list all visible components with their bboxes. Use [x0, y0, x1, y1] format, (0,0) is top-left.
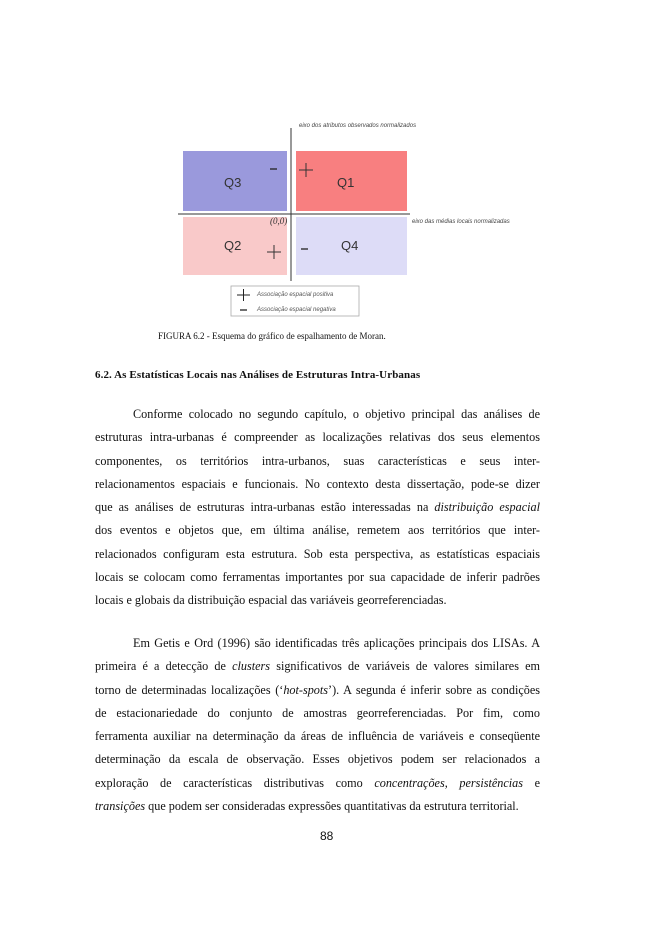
paragraph-line: ferramenta auxiliar na determinação da áreas de influência de variáveis e conseqüente — [95, 729, 540, 744]
paragraph-line-with-emphasis — [95, 772, 540, 795]
paragraph-line: de estacionariedade do conjunto de amostras georreferenciadas. Por fim, como — [95, 705, 540, 720]
paragraph-line: relacionamentos espaciais e funcionais. No contexto desta dissertação, pode-se dizer — [95, 476, 540, 491]
emphasis-text: concentrações — [374, 775, 445, 790]
rich-line: exploração de características distributivas como concentrações, persistências e — [95, 775, 541, 790]
paragraph-line-with-emphasis — [95, 496, 540, 519]
legend-positive-label: Associação espacial positiva — [257, 292, 334, 298]
quadrant-q2-label: Q2 — [224, 238, 242, 253]
figure-caption: FIGURA 6.2 - Esquema do gráfico de espalhamento de Moran. — [158, 331, 386, 341]
paragraph-line-with-emphasis — [95, 655, 540, 678]
quadrant-q4-label: Q4 — [341, 238, 359, 253]
paragraph-line: dos eventos e objetos que, em última análise, remetem aos territórios que inter- — [95, 523, 540, 538]
quadrant-q3-label: Q3 — [224, 175, 242, 190]
emphasis-text: distribuição espacial — [434, 500, 540, 515]
emphasis-text: transições — [95, 799, 146, 814]
page-number: 88 — [320, 829, 334, 843]
rich-line: primeira é a detecção de clusters significativos de variáveis de valores similares em — [95, 659, 541, 674]
paragraph-line: componentes, os territórios intra-urbanos, suas características e seus inter- — [95, 453, 540, 468]
paragraph-line-with-emphasis — [95, 679, 540, 702]
paragraph-2 — [95, 632, 540, 818]
paragraph-line: relacionados configuram esta estrutura. Sob esta perspectiva, as estatísticas espaciais — [95, 546, 540, 561]
rich-line: transições que podem ser consideradas expressões quantitativas da estrutura territorial. — [95, 799, 519, 814]
section-title: 6.2. As Estatísticas Locais nas Análises de Estruturas Intra-Urbanas — [95, 369, 421, 381]
y-axis-label: eixo dos atributos observados normalizados — [299, 123, 417, 129]
emphasis-text: clusters — [232, 659, 271, 674]
paragraph-1 — [95, 403, 540, 613]
origin-label: (0,0) — [270, 216, 288, 226]
paragraph-line: Conforme colocado no segundo capítulo, o objetivo principal das análises de — [133, 407, 540, 421]
quadrant-q1-label: Q1 — [337, 175, 355, 190]
legend-negative-label: Associação espacial negativa — [257, 307, 336, 313]
paragraph-line-with-emphasis — [95, 795, 540, 818]
paragraph-line: locais e globais da distribuição espacial das variáveis georreferenciadas. — [95, 593, 447, 608]
moran-scatterplot-figure — [0, 0, 661, 345]
emphasis-text: persistências — [459, 775, 523, 790]
rich-line: torno de determinadas localizações (‘hot-spots’). A segunda é inferir sobre as condições — [95, 682, 540, 697]
paragraph-line: Em Getis e Ord (1996) são identificadas três aplicações principais dos LISAs. A — [133, 636, 540, 650]
paragraph-line: determinação da escala de observação. Esses objetivos podem ser relacionados a — [95, 752, 540, 767]
emphasis-text: hot-spots — [283, 682, 329, 697]
rich-line: que as análises de estruturas intra-urbanas estão interessadas na distribuição espacial — [95, 500, 540, 515]
x-axis-label: eixo das médias locais normalizadas — [412, 219, 510, 225]
paragraph-line: locais se colocam como ferramentas importantes por sua capacidade de inferir padrões — [95, 570, 540, 585]
paragraph-line: estruturas intra-urbanas é compreender as localizações relativas dos seus elementos — [95, 430, 540, 445]
